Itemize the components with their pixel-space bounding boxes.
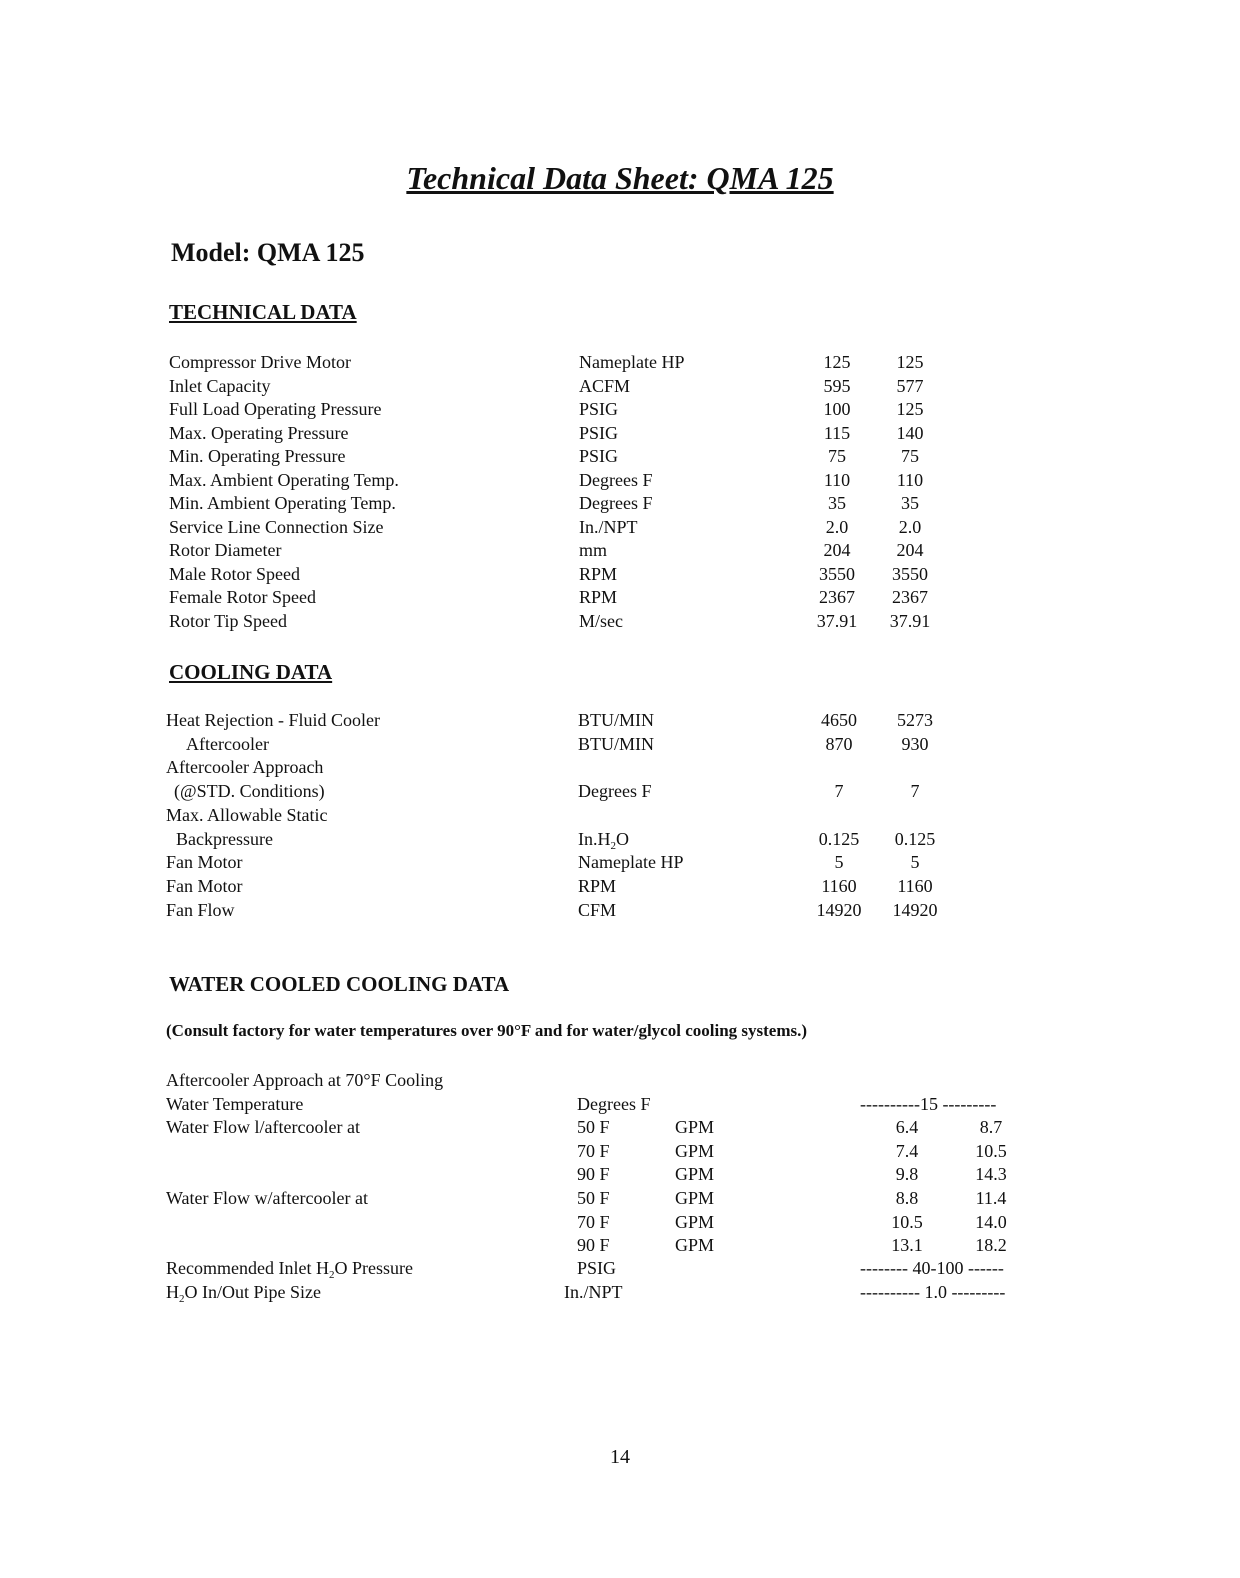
tech-row-label: Max. Ambient Operating Temp. [169, 469, 399, 490]
cooling-row-label: Aftercooler Approach [166, 757, 324, 778]
tech-row-label: Rotor Tip Speed [169, 610, 288, 631]
tech-row-value-2: 2.0 [898, 516, 922, 537]
cooling-row-value-1: 870 [825, 733, 853, 754]
water-flow-unit: GPM [675, 1117, 715, 1137]
tech-row-label: Service Line Connection Size [169, 516, 384, 537]
tech-row-value-1: 595 [823, 375, 851, 396]
water-flow-value-1: 7.4 [895, 1140, 919, 1161]
tech-row-unit: M/sec [579, 610, 623, 631]
tech-row-label: Min. Ambient Operating Temp. [169, 493, 396, 513]
cooling-row-value-1: 1160 [821, 875, 857, 896]
tech-row-unit: PSIG [579, 446, 619, 466]
cooling-row-unit: $In.H_2O$ [578, 828, 629, 852]
tech-row-unit: Degrees F [579, 469, 653, 490]
cooling-row-value-2: 5 [910, 852, 920, 873]
tech-row-unit: PSIG [579, 422, 619, 443]
tech-row-label: Full Load Operating Pressure [169, 399, 382, 419]
tech-row-label: Male Rotor Speed [169, 563, 300, 584]
tech-row-unit: Nameplate HP [579, 352, 685, 372]
cooling-row-label: Aftercooler [186, 733, 269, 754]
water-cooled-heading: WATER COOLED COOLING DATA [169, 972, 510, 996]
cooling-row-value-2: 14920 [892, 899, 938, 920]
cooling-row-value-1: 5 [834, 852, 844, 873]
tech-row-label: Female Rotor Speed [169, 587, 316, 607]
tech-row-value-1: 35 [828, 493, 846, 513]
tech-row-value-2: 35 [901, 493, 919, 513]
tech-row-value-1: 2367 [819, 587, 855, 607]
water-flow-temp: 50 F [577, 1188, 610, 1208]
water-flow-unit: GPM [675, 1211, 715, 1232]
tech-row-value-1: 100 [823, 399, 851, 419]
pipe-size-value: ---------- 1.0 --------- [860, 1282, 1006, 1302]
tech-row-label: Min. Operating Pressure [169, 446, 346, 466]
page-title: Technical Data Sheet: QMA 125 [406, 160, 834, 196]
tech-row-value-1: 2.0 [825, 516, 849, 537]
tech-row-value-2: 75 [901, 446, 919, 466]
tech-row-unit: mm [579, 540, 608, 560]
page-number: 14 [610, 1446, 630, 1468]
model-heading: Model: QMA 125 [171, 238, 365, 267]
pipe-size-label: $H_2O$ In/Out Pipe Size [166, 1282, 321, 1305]
cooling-row-value-2: 1160 [897, 875, 933, 896]
cooling-row-label: Fan Motor [166, 875, 243, 896]
water-flow-value-1: 8.8 [895, 1188, 919, 1208]
water-flow-unit: GPM [675, 1235, 715, 1255]
water-flow-value-1: 6.4 [895, 1117, 919, 1137]
water-flow-value-2: 8.7 [979, 1117, 1003, 1137]
water-flow-value-1: 13.1 [891, 1235, 923, 1255]
cooling-row-label: Fan Flow [166, 899, 235, 920]
tech-row-label: Rotor Diameter [169, 540, 282, 560]
tech-row-value-1: 37.91 [816, 610, 858, 631]
water-cooling-note: (Consult factory for water temperatures over 90°F and for water/glycol cooling systems.) [166, 1021, 808, 1040]
cooling-row-unit: BTU/MIN [578, 710, 654, 730]
water-flow-value-1: 9.8 [895, 1164, 919, 1184]
cooling-row-label: Fan Motor [166, 852, 243, 873]
tech-row-unit: ACFM [579, 375, 631, 396]
flow2-label: Water Flow w/aftercooler at [166, 1188, 368, 1208]
cooling-row-value-2: 0.125 [894, 828, 936, 849]
water-flow-temp: 70 F [577, 1140, 610, 1161]
tech-row-value-2: 2367 [892, 587, 928, 607]
tech-row-value-2: 204 [896, 540, 924, 560]
cooling-row-value-1: 7 [834, 781, 844, 802]
tech-row-value-2: 125 [896, 352, 924, 372]
tech-row-value-2: 110 [896, 469, 924, 490]
cooling-row-label: Max. Allowable Static [166, 804, 328, 825]
cooling-row-label: (@STD. Conditions) [174, 781, 325, 802]
tech-row-value-2: 3550 [892, 563, 928, 584]
tech-row-unit: In./NPT [579, 516, 638, 537]
tech-row-value-1: 3550 [819, 563, 855, 584]
tech-row-label: Max. Operating Pressure [169, 422, 349, 443]
cooling-row-unit: CFM [578, 899, 617, 920]
cooling-row-unit: RPM [578, 875, 617, 896]
flow1-label: Water Flow l/aftercooler at [166, 1117, 360, 1137]
tech-row-value-1: 204 [823, 540, 851, 560]
cooling-row-value-2: 930 [901, 733, 929, 754]
tech-row-value-1: 110 [823, 469, 851, 490]
cooling-row-label: Heat Rejection - Fluid Cooler [166, 710, 380, 730]
water-flow-temp: 90 F [577, 1164, 610, 1184]
tech-row-value-1: 125 [823, 352, 851, 372]
tech-row-unit: Degrees F [579, 493, 653, 513]
tech-row-value-2: 577 [896, 375, 924, 396]
technical-data-heading: TECHNICAL DATA [169, 300, 357, 324]
cooling-row-unit: Nameplate HP [578, 852, 684, 873]
water-flow-unit: GPM [675, 1164, 715, 1184]
cooling-row-unit: Degrees F [578, 781, 652, 802]
pipe-size-unit: In./NPT [564, 1282, 623, 1302]
cooling-row-value-1: 0.125 [818, 828, 860, 849]
cooling-row-unit: BTU/MIN [578, 733, 654, 754]
cooling-row-value-1: 4650 [821, 710, 857, 730]
cooling-row-value-2: 7 [910, 781, 920, 802]
cooling-row-label: Backpressure [176, 828, 273, 849]
water-flow-unit: GPM [675, 1140, 715, 1161]
water-flow-value-2: 14.3 [975, 1164, 1007, 1184]
water-flow-value-2: 14.0 [975, 1211, 1007, 1232]
tech-row-unit: RPM [579, 563, 618, 584]
water-flow-temp: 90 F [577, 1235, 610, 1255]
inlet-pressure-unit: PSIG [577, 1258, 617, 1278]
water-flow-value-2: 18.2 [975, 1235, 1007, 1255]
tech-row-unit: RPM [579, 587, 618, 607]
approach-unit: Degrees F [577, 1094, 651, 1114]
tech-row-value-1: 75 [828, 446, 846, 466]
tech-row-value-2: 37.91 [889, 610, 931, 631]
tech-row-value-2: 140 [896, 422, 924, 443]
cooling-row-value-2: 5273 [897, 710, 933, 730]
cooling-row-value-1: 14920 [816, 899, 862, 920]
inlet-pressure-label: Recommended Inlet $H_2O$ Pressure [166, 1258, 413, 1281]
water-flow-value-2: 10.5 [975, 1140, 1007, 1161]
approach-value: ----------15 --------- [860, 1094, 997, 1114]
tech-row-label: Inlet Capacity [169, 375, 271, 396]
water-flow-temp: 70 F [577, 1211, 610, 1232]
water-flow-temp: 50 F [577, 1117, 610, 1137]
tech-row-label: Compressor Drive Motor [169, 352, 351, 372]
water-flow-value-1: 10.5 [891, 1211, 923, 1232]
water-flow-value-2: 11.4 [975, 1188, 1007, 1208]
approach-label-line2: Water Temperature [166, 1094, 304, 1114]
tech-row-value-2: 125 [896, 399, 924, 419]
water-flow-unit: GPM [675, 1188, 715, 1208]
tech-row-unit: PSIG [579, 399, 619, 419]
tech-row-value-1: 115 [823, 422, 851, 443]
inlet-pressure-value: -------- 40-100 ------ [860, 1258, 1004, 1278]
approach-label-line1: Aftercooler Approach at 70°F Cooling [166, 1070, 444, 1090]
cooling-data-heading: COOLING DATA [169, 660, 333, 684]
